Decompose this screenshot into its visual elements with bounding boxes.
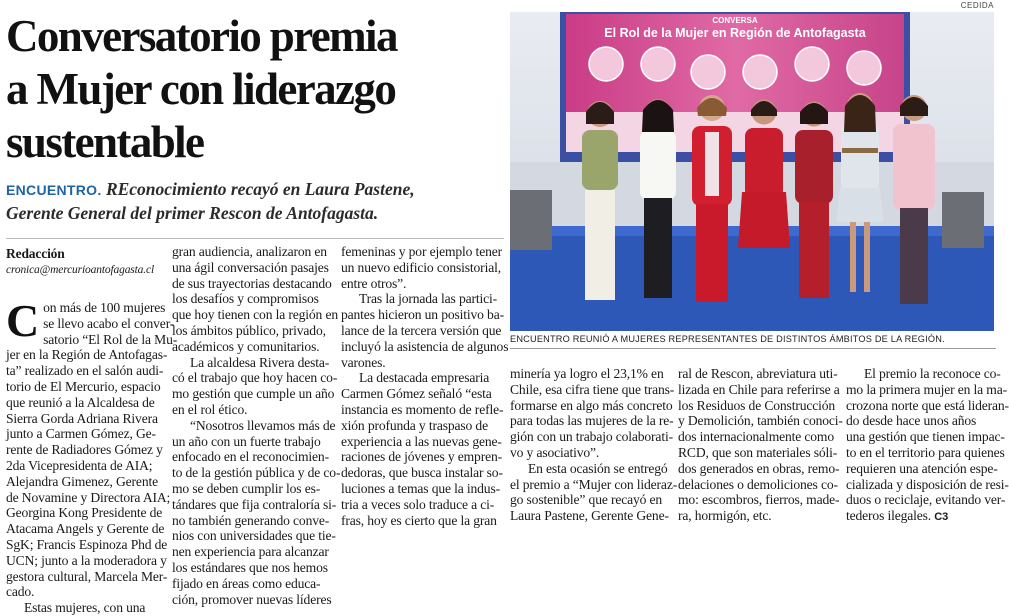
col1-line: ta” realizado en el salón audi- xyxy=(6,363,164,379)
col6-line: requieren una atención espe- xyxy=(846,460,998,476)
article-column-3 xyxy=(341,244,509,528)
col2-line: no también generando conve- xyxy=(172,512,330,528)
col6-line xyxy=(846,508,996,526)
col2-line: tándares que fija contraloría si- xyxy=(172,496,337,512)
col2-line: enfocado en el reconocimien- xyxy=(172,449,329,465)
col2-line: académicos y comunitarios. xyxy=(172,338,320,354)
caption-rule xyxy=(510,348,996,349)
col2-line: có el trabajo que hoy hacen co- xyxy=(172,370,338,386)
col1-line: junto a Carmen Gómez, Ge- xyxy=(6,426,156,442)
col4-line: En esta ocasión se entregó xyxy=(528,460,668,476)
screen-title-top: CONVERSA xyxy=(712,16,758,25)
col2-line: de sus trayectorias destacando xyxy=(172,275,332,291)
col3-line: xión profunda y traspaso de xyxy=(341,417,488,433)
col3-line: experiencia a las nuevas gene- xyxy=(341,433,502,449)
byline-name: Redacción xyxy=(6,246,65,261)
screen-title: El Rol de la Mujer en Región de Antofagasta xyxy=(604,26,866,40)
col5-line: dos internacionalmente como xyxy=(678,429,835,445)
col3-line: Carmen Gómez señaló “esta xyxy=(341,386,492,402)
col2-line: los estándares que nos hemos xyxy=(172,559,328,575)
col2-line: los ámbitos público, privado, xyxy=(172,322,326,338)
col3-line: La destacada empresaria xyxy=(359,370,490,386)
col2-line: nios con universidades que tie- xyxy=(172,528,336,544)
col5-line: lizada en Chile para referirse a xyxy=(678,381,840,397)
col4-line: minería ya logro el 23,1% en xyxy=(510,366,664,381)
col1-line: UCN; junto a la moderadora y xyxy=(6,552,167,568)
col1-line: Alejandra Gimenez, Gerente xyxy=(6,473,158,489)
col2-line: ción, promover nuevas líderes xyxy=(172,591,332,607)
col1-line: que reunió a la Alcaldesa de xyxy=(6,394,155,410)
article-column-2 xyxy=(172,244,341,607)
col1-line: on más de 100 mujeres xyxy=(43,300,166,315)
col1-line: Estas mujeres, con una xyxy=(24,600,146,616)
col1-line: se llevo acabo el conver- xyxy=(43,315,175,331)
col2-line: una ágil conversación pasajes xyxy=(172,259,329,275)
col1-line: jer en la Región de Antofagas- xyxy=(6,347,168,363)
col2-line: mo se deben cumplir los es- xyxy=(172,480,321,496)
col1-line: rente de Radiadores Gómez y xyxy=(6,442,163,458)
col6-line: crozona norte que está lideran- xyxy=(846,397,1009,413)
col1-line: 2da Vicepresidenta de AIA; xyxy=(6,457,153,473)
col6-line: to en el territorio para quienes xyxy=(846,444,1005,460)
col6-line: mo la primera mujer en la ma- xyxy=(846,381,1007,397)
col6-line: duos o reciclaje, evitando ver- xyxy=(846,492,1006,508)
col6-line: una gestión que tienen impac- xyxy=(846,429,1005,445)
col1-line: Georgina Kong Presidente de xyxy=(6,505,163,521)
col2-line: un año con un fuerte trabajo xyxy=(172,433,321,449)
lead-text-2: Gerente General del primer Rescon de Antofagasta. xyxy=(6,203,379,223)
col3-line: tria a veces solo traduce a ci- xyxy=(341,496,495,512)
byline-email: cronica@mercurioantofagasta.cl xyxy=(6,264,154,276)
col2-line: en el rol ético. xyxy=(172,401,248,417)
col4-line: para todas las mujeres de la re- xyxy=(510,413,674,429)
col3-line: lance de la tercera versión que xyxy=(341,322,502,338)
col1-line: gestora cultural, Marcela Mer- xyxy=(6,568,168,584)
headline-line-3: sustentable xyxy=(6,117,204,167)
col3-line: incluyó la asistencia de algunos xyxy=(341,338,509,354)
col6-line: El premio la reconoce co- xyxy=(864,366,1001,381)
col2-line: to de la gestión pública y de co- xyxy=(172,465,341,481)
col3-line: fras, hoy es cierto que la gran xyxy=(341,512,497,528)
col2-line: “Nosotros llevamos más de xyxy=(190,417,336,433)
col4-line: Chile, esa cifra tiene que trans- xyxy=(510,381,675,397)
col1-line: torio de El Mercurio, espacio xyxy=(6,378,161,394)
col5-line: los Residuos de Construcción xyxy=(678,397,836,413)
article-photo xyxy=(510,12,994,331)
photo-caption: ENCUENTRO REUNIÓ A MUJERES REPRESENTANTES DE DISTINTOS ÁMBITOS DE LA REGIÓN. xyxy=(510,334,945,344)
col3-line: dedoras, que busca instalar so- xyxy=(341,465,503,481)
col5-line: ra, hormigón, etc. xyxy=(678,508,772,524)
col6-line: do desde hace unos años xyxy=(846,413,977,429)
article-column-1 xyxy=(6,246,178,616)
divider xyxy=(6,238,504,239)
photo-illustration xyxy=(510,12,994,331)
col1-line: cado. xyxy=(6,584,35,600)
headline xyxy=(6,10,506,169)
col1-line: Atacama Angels y Gerente de xyxy=(6,521,165,537)
col4-line: go sostenible” que recayó en xyxy=(510,492,663,508)
headline-line-2: a Mujer con liderazgo xyxy=(6,64,396,114)
col5-line: dos generados en obras, remo- xyxy=(678,460,840,476)
col1-line: de Novamine y Directora AIA; xyxy=(6,489,171,505)
col5-line: RCD, que son materiales sóli- xyxy=(678,444,838,460)
photo-credit: CEDIDA xyxy=(960,1,994,10)
lead-paragraph xyxy=(6,178,504,225)
col3-line: raciones de jóvenes y empren- xyxy=(341,449,502,465)
col1-line: satorio “El Rol de la Mu- xyxy=(43,331,178,347)
col2-line: mo gestión que cumple un año xyxy=(172,386,335,402)
col5-line: ral de Rescon, abreviatura uti- xyxy=(678,366,838,381)
col6-line: cializada y disposición de resi- xyxy=(846,476,1009,492)
lead-line-1 xyxy=(6,178,504,202)
col5-line: y Demolición, también conoci- xyxy=(678,413,843,429)
col4-line: formarse en algo más concreto xyxy=(510,397,673,413)
article-column-6 xyxy=(846,366,1009,526)
col3-line: femeninas y por ejemplo tener xyxy=(341,244,502,259)
article-column-4 xyxy=(510,366,678,524)
col5-line: mo: escombros, fierros, made- xyxy=(678,492,840,508)
col3-line: luciones a temas que la indus- xyxy=(341,480,500,496)
headline-line-1: Conversatorio premia xyxy=(6,11,397,61)
drop-cap: C xyxy=(6,295,40,346)
col2-line: fijado en áreas como educa- xyxy=(172,575,321,591)
col3-line: un nuevo edificio consistorial, xyxy=(341,259,501,275)
col5-line: delaciones o demoliciones co- xyxy=(678,476,838,492)
col6-last-text: tederos ilegales. xyxy=(846,508,932,524)
lead-kicker: ENCUENTRO. xyxy=(6,182,102,198)
col3-line: entre otros”. xyxy=(341,275,407,291)
col4-line: Laura Pastene, Gerente Gene- xyxy=(510,508,669,524)
lead-text-1: REconocimiento recayó en Laura Pastene, xyxy=(101,179,415,199)
col2-line: La alcaldesa Rivera desta- xyxy=(190,354,330,370)
col2-line: los desafíos y compromisos xyxy=(172,291,319,307)
article-column-5 xyxy=(678,366,843,524)
col2-line: nen experiencia para alcanzar xyxy=(172,544,329,560)
end-mark: C3 xyxy=(934,511,949,524)
col3-line: varones. xyxy=(341,354,386,370)
col4-line: el premio a “Mujer con lideraz- xyxy=(510,476,678,492)
col3-line: instancia es momento de refle- xyxy=(341,401,504,417)
col3-line: Tras la jornada las partici- xyxy=(359,291,497,307)
col3-line: pantes hicieron un positivo ba- xyxy=(341,307,504,323)
col2-line: gran audiencia, analizaron en xyxy=(172,244,327,259)
col4-line: vo y asociativo”. xyxy=(510,444,600,460)
col1-line: Sierra Gorda Adriana Rivera xyxy=(6,410,158,426)
col4-line: gión con un trabajo colaborati- xyxy=(510,429,673,445)
col1-line: SgK; Francis Espinoza Phd de xyxy=(6,536,168,552)
col2-line: que hoy tienen con la región en xyxy=(172,307,338,323)
